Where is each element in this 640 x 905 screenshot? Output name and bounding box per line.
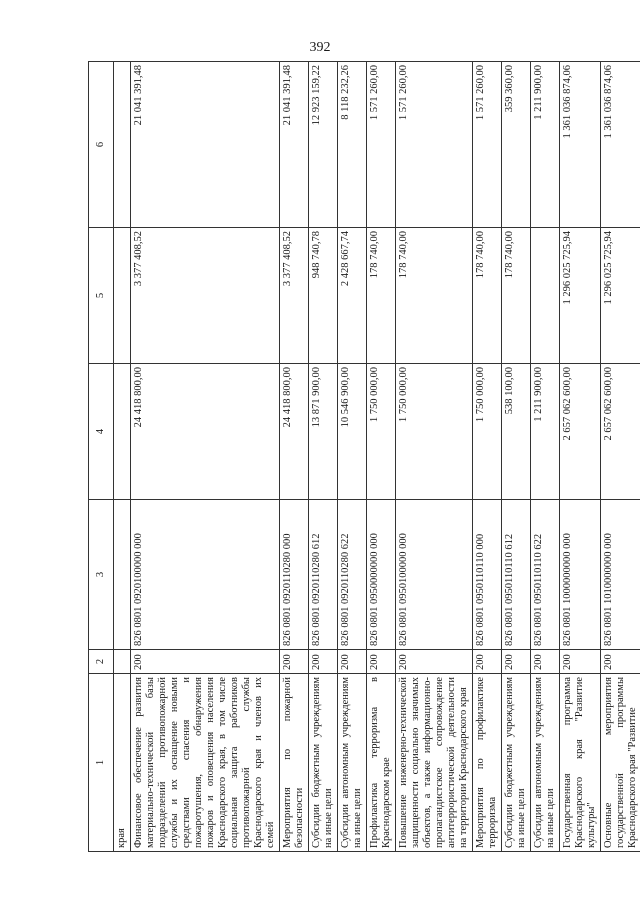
table-cell-v6: 1 571 260,00 xyxy=(473,62,502,228)
table-cell-v4 xyxy=(114,364,131,500)
table-cell-v5: 178 740,00 xyxy=(502,228,531,364)
table-cell-name: Мероприятия по пожарной безопасности xyxy=(280,674,309,852)
header-cell: 5 xyxy=(89,228,114,364)
header-cell: 3 xyxy=(89,500,114,650)
table-row xyxy=(309,62,338,852)
table-cell-v6: 1 571 260,00 xyxy=(396,62,473,228)
table-cell-code: 200 xyxy=(531,650,560,674)
table-cell-code: 200 xyxy=(309,650,338,674)
table-cell-v5: 178 740,00 xyxy=(473,228,502,364)
table-row xyxy=(280,62,309,852)
table-cell-v6: 21 041 391,48 xyxy=(131,62,280,228)
table-cell-kbk: 826 0801 0920100000 000 xyxy=(131,500,280,650)
table-cell-v4: 2 657 062 600,00 xyxy=(560,364,601,500)
table-cell-v4: 1 750 000,00 xyxy=(367,364,396,500)
header-cell: 2 xyxy=(89,650,114,674)
table-cell-name: Государственная программа Краснодарского края "Развитие культуры" xyxy=(560,674,601,852)
table-cell-v6: 1 361 036 874,06 xyxy=(601,62,640,228)
table-cell-name: Профилактика терроризма в Краснодарском крае xyxy=(367,674,396,852)
table-cell-code: 200 xyxy=(473,650,502,674)
header-cell: 6 xyxy=(89,62,114,228)
page-number: 392 xyxy=(309,40,331,55)
table-row xyxy=(531,62,560,852)
table-row xyxy=(114,62,131,852)
table-cell-code: 200 xyxy=(131,650,280,674)
table-cell-code: 200 xyxy=(338,650,367,674)
table-cell-v5: 948 740,78 xyxy=(309,228,338,364)
table-cell-kbk: 826 0801 0920110280 000 xyxy=(280,500,309,650)
table-cell-name: Субсидии бюджетным учреждениям на иные цели xyxy=(309,674,338,852)
table-cell-v5: 178 740,00 xyxy=(367,228,396,364)
table-body xyxy=(114,62,640,852)
table-row xyxy=(338,62,367,852)
table-cell-name: Субсидии автономным учреждениям на иные цели xyxy=(531,674,560,852)
table-cell-v5: 1 296 025 725,94 xyxy=(601,228,640,364)
table-cell-name: Субсидии автономным учреждениям на иные цели xyxy=(338,674,367,852)
table-cell-v5: 1 296 025 725,94 xyxy=(560,228,601,364)
table-cell-v5: 3 377 408,52 xyxy=(280,228,309,364)
table-cell-v5 xyxy=(531,228,560,364)
table-cell-kbk: 826 0801 0950110110 612 xyxy=(502,500,531,650)
table-cell-v4: 24 418 800,00 xyxy=(131,364,280,500)
table-row xyxy=(367,62,396,852)
table-row xyxy=(601,62,640,852)
table-cell-v4: 13 871 900,00 xyxy=(309,364,338,500)
budget-table xyxy=(88,61,640,852)
table-cell-code xyxy=(114,650,131,674)
table-cell-v5: 178 740,00 xyxy=(396,228,473,364)
table-cell-name: Субсидии бюджетным учреждениям на иные цели xyxy=(502,674,531,852)
table-header-row xyxy=(89,62,114,852)
table-cell-v6: 12 923 159,22 xyxy=(309,62,338,228)
table-cell-v4: 1 750 000,00 xyxy=(396,364,473,500)
table-cell-name: Мероприятия по профилактике терроризма xyxy=(473,674,502,852)
table-cell-v6 xyxy=(114,62,131,228)
header-cell: 4 xyxy=(89,364,114,500)
table-cell-kbk: 826 0801 0950000000 000 xyxy=(367,500,396,650)
table-cell-code: 200 xyxy=(601,650,640,674)
table-cell-name: Основные мероприятия государственной программы Краснодарского края "Развитие xyxy=(601,674,640,852)
table-cell-v5 xyxy=(114,228,131,364)
table-cell-name: края xyxy=(114,674,131,852)
table-cell-kbk: 826 0801 0920110280 612 xyxy=(309,500,338,650)
table-cell-v4: 538 100,00 xyxy=(502,364,531,500)
rotated-table-container xyxy=(88,62,638,852)
table-row xyxy=(560,62,601,852)
table-cell-kbk: 826 0801 0920110280 622 xyxy=(338,500,367,650)
table-cell-kbk: 826 0801 1000000000 000 xyxy=(560,500,601,650)
table-cell-v6: 1 361 036 874,06 xyxy=(560,62,601,228)
table-cell-name: Повышение инженерно-технической защищенности социально значимых объектов, а также информационно-пропагандистское сопровождение антитеррористической деятельности на территории Краснодарского края xyxy=(396,674,473,852)
table-cell-kbk: 826 0801 0950100000 000 xyxy=(396,500,473,650)
table-row xyxy=(502,62,531,852)
table-cell-v6: 359 360,00 xyxy=(502,62,531,228)
table-cell-kbk: 826 0801 1010000000 000 xyxy=(601,500,640,650)
table-cell-code: 200 xyxy=(502,650,531,674)
table-cell-code: 200 xyxy=(396,650,473,674)
table-row xyxy=(396,62,473,852)
table-cell-v5: 3 377 408,52 xyxy=(131,228,280,364)
table-cell-name: Финансовое обеспечение развития материально-технической базы подразделений противопожарной службы и их оснащение новыми средствами спасения и пожаротушения, обнаружения пожаров и оповещения населения Краснодарского края, в том числе социальная защита работников противопожарной службы Краснодарского края и членов их семей xyxy=(131,674,280,852)
table-cell-v4: 1 211 900,00 xyxy=(531,364,560,500)
table-cell-code: 200 xyxy=(367,650,396,674)
table-cell-v4: 1 750 000,00 xyxy=(473,364,502,500)
table-cell-v6: 1 571 260,00 xyxy=(367,62,396,228)
table-cell-code: 200 xyxy=(280,650,309,674)
table-row xyxy=(473,62,502,852)
table-cell-kbk: 826 0801 0950110110 000 xyxy=(473,500,502,650)
table-cell-code: 200 xyxy=(560,650,601,674)
table-cell-v5: 2 428 667,74 xyxy=(338,228,367,364)
table-cell-v4: 2 657 062 600,00 xyxy=(601,364,640,500)
table-cell-v6: 8 118 232,26 xyxy=(338,62,367,228)
table-row xyxy=(131,62,280,852)
header-cell: 1 xyxy=(89,674,114,852)
table-cell-v6: 1 211 900,00 xyxy=(531,62,560,228)
table-cell-v4: 10 546 900,00 xyxy=(338,364,367,500)
table-cell-kbk xyxy=(114,500,131,650)
table-cell-v4: 24 418 800,00 xyxy=(280,364,309,500)
table-cell-kbk: 826 0801 0950110110 622 xyxy=(531,500,560,650)
table-cell-v6: 21 041 391,48 xyxy=(280,62,309,228)
